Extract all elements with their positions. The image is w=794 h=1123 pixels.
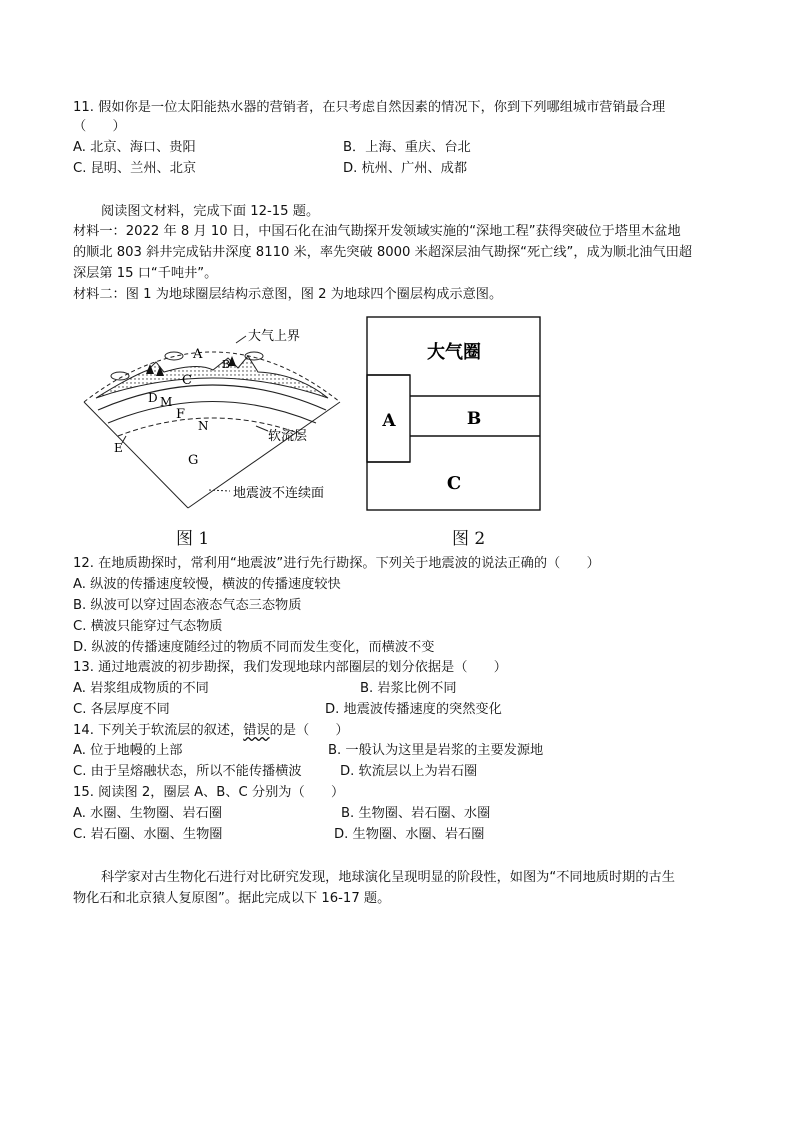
q15-option-b: B. 生物圈、岩石圈、水圈 (341, 806, 491, 821)
q14-stem-emphasis: 错误 (243, 723, 270, 738)
q15-stem: 15. 阅读图 2，圈层 A、B、C 分别为（ ） (73, 785, 345, 800)
fig2-label-a: A (382, 411, 396, 431)
material-1-line-2: 的顺北 803 斜井完成钻井深度 8110 米，率先突破 8000 米超深层油气勘探“死亡线”，成为顺北油气田超 (73, 245, 693, 260)
q12-option-a: A. 纵波的传播速度较慢，横波的传播速度较快 (73, 577, 341, 592)
q14-stem (73, 721, 349, 741)
fig1-label-e: E (114, 441, 123, 455)
q13-option-c: C. 各层厚度不同 (73, 702, 170, 717)
q11-option-d: D. 杭州、广州、成都 (343, 161, 468, 176)
figure-2-spheres (366, 316, 542, 512)
q13-stem: 13. 通过地震波的初步勘探，我们发现地球内部圈层的划分依据是（ ） (73, 660, 507, 675)
material-intro: 阅读图文材料，完成下面 12-15 题。 (101, 204, 320, 219)
q15-option-c: C. 岩石圈、水圈、生物圈 (73, 827, 223, 842)
fig2-label-atmosphere: 大气圈 (427, 342, 481, 363)
figure-1-caption: 图 1 (176, 529, 210, 549)
q13-option-b: B. 岩浆比例不同 (360, 681, 457, 696)
fig2-label-c: C (446, 473, 462, 494)
q14-option-b: B. 一般认为这里是岩浆的主要发源地 (328, 743, 544, 758)
fig1-label-discontinuity: 地震波不连续面 (233, 486, 325, 501)
fig2-label-b: B (466, 409, 482, 429)
fig1-label-f: F (176, 407, 186, 422)
q11-paren: （ ） (73, 119, 126, 134)
fig1-label-asthenosphere: 软流层 (268, 429, 308, 444)
q14-stem-post: 的是（ ） (269, 723, 349, 738)
q12-option-b: B. 纵波可以穿过固态液态气态三态物质 (73, 598, 302, 613)
next-intro-line-2: 物化石和北京猿人复原图”。据此完成以下 16-17 题。 (73, 891, 391, 906)
fig1-label-a: A (193, 347, 203, 362)
next-intro-line-1: 科学家对古生物化石进行对比研究发现，地球演化呈现明显的阶段性，如图为“不同地质时期的古生 (101, 870, 675, 885)
q12-option-d: D. 纵波的传播速度随经过的物质不同而发生变化，而横波不变 (73, 640, 435, 655)
fig1-label-c: C (182, 373, 192, 388)
fig1-label-g: G (188, 453, 199, 468)
fig1-label-d: D (148, 391, 158, 405)
q14-option-d: D. 软流层以上为岩石圈 (340, 764, 478, 779)
q11-option-c: C. 昆明、兰州、北京 (73, 161, 197, 176)
material-2: 材料二：图 1 为地球圈层结构示意图，图 2 为地球四个圈层构成示意图。 (73, 287, 503, 302)
fig1-label-b: B (222, 358, 231, 371)
q11-option-b: B．上海、重庆、台北 (343, 140, 471, 155)
q14-stem-pre: 14. 下列关于软流层的叙述， (73, 723, 244, 738)
q12-stem: 12. 在地质勘探时，常利用“地震波”进行先行勘探。下列关于地震波的说法正确的（ ） (73, 556, 600, 571)
q14-option-a: A. 位于地幔的上部 (73, 743, 183, 758)
q14-option-c: C. 由于呈熔融状态，所以不能传播横波 (73, 764, 302, 779)
q15-option-d: D. 生物圈、水圈、岩石圈 (334, 827, 485, 842)
figure-1-earth-layers (78, 318, 360, 518)
q13-option-d: D. 地震波传播速度的突然变化 (325, 702, 502, 717)
figure-2-caption: 图 2 (452, 529, 486, 549)
q11-stem: 11. 假如你是一位太阳能热水器的营销者，在只考虑自然因素的情况下，你到下列哪组城市营销最合理 (73, 100, 666, 115)
q15-option-a: A. 水圈、生物圈、岩石圈 (73, 806, 223, 821)
fig1-label-atmosphere-top: 大气上界 (248, 329, 301, 344)
material-1-line-1: 材料一：2022 年 8 月 10 日，中国石化在油气勘探开发领域实施的“深地工程”获得突破位于塔里木盆地 (73, 224, 681, 239)
fig1-label-n: N (198, 419, 209, 433)
q11-option-a: A. 北京、海口、贵阳 (73, 140, 196, 155)
q12-option-c: C. 横波只能穿过气态物质 (73, 619, 223, 634)
material-1-line-3: 深层第 15 口“千吨井”。 (73, 266, 218, 281)
q13-option-a: A. 岩浆组成物质的不同 (73, 681, 209, 696)
fig1-label-m: M (160, 395, 173, 409)
